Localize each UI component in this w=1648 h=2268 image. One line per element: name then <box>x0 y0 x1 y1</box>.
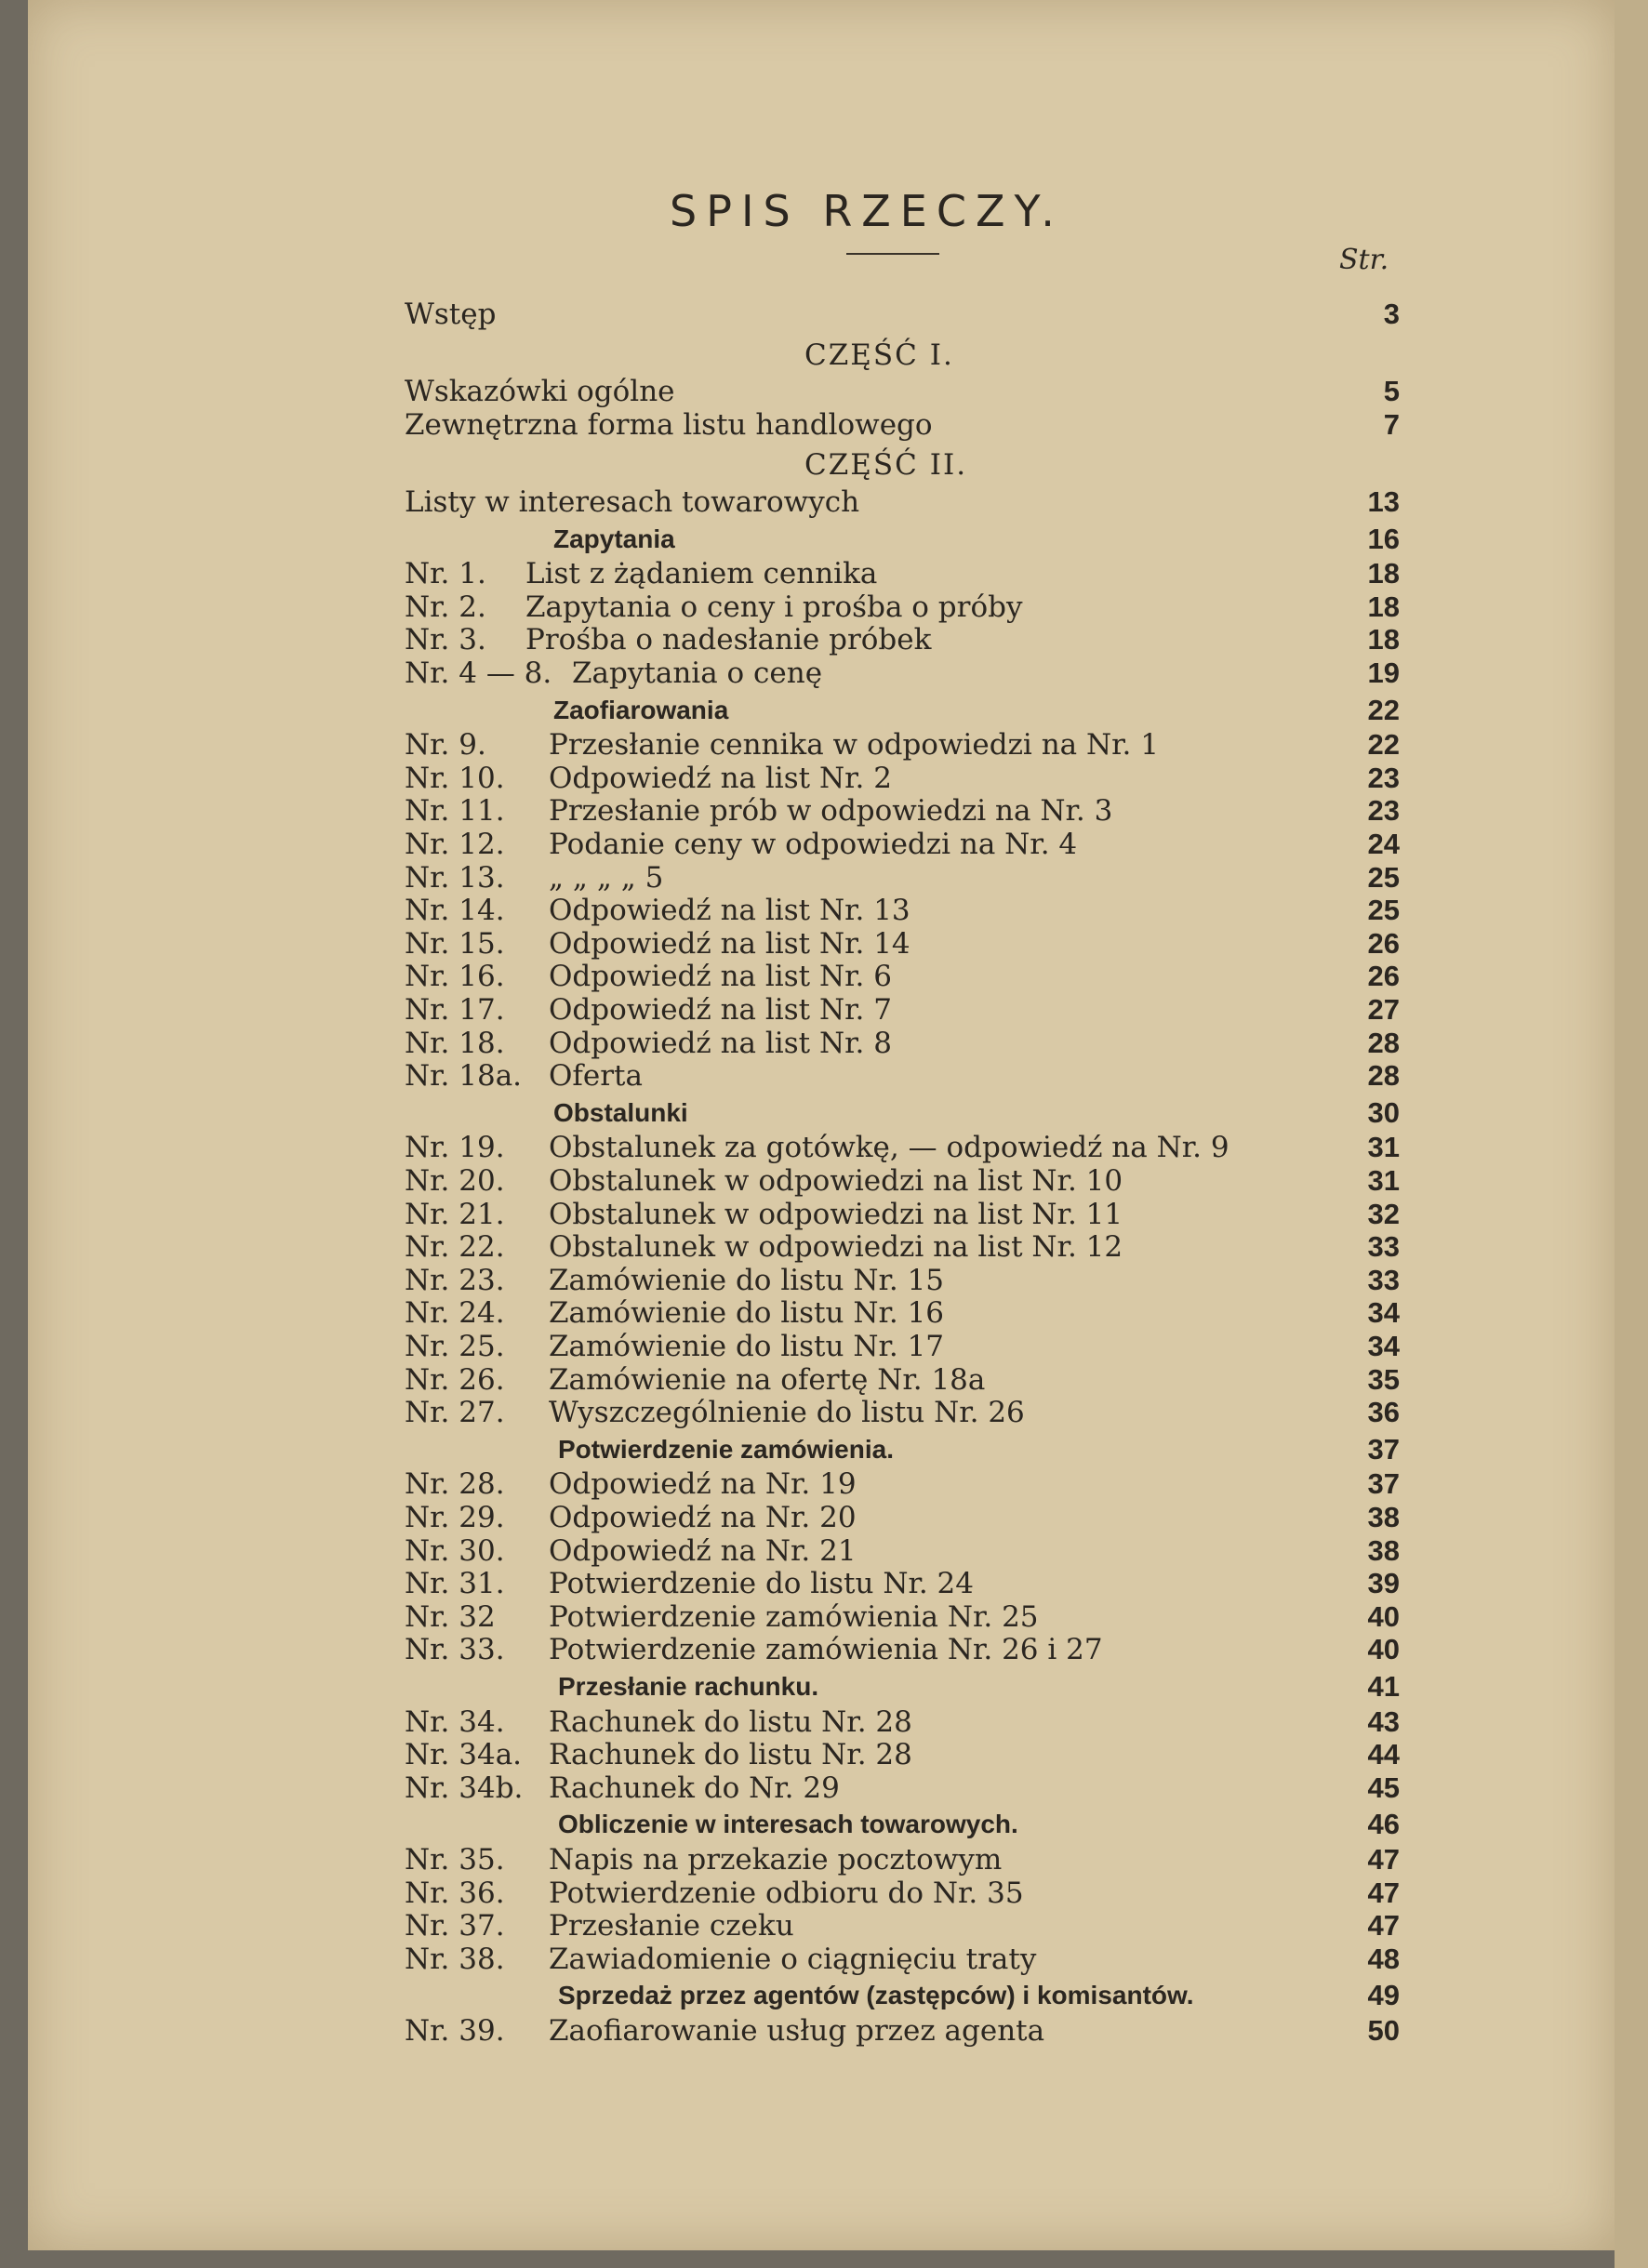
toc-row <box>405 1705 1400 1739</box>
entry-page: 28 <box>1367 1026 1400 1059</box>
toc-row <box>405 1771 1400 1805</box>
section-title: Przesłanie rachunku. <box>558 1672 819 1701</box>
entry-page: 33 <box>1367 1230 1400 1264</box>
section-heading <box>405 694 1400 727</box>
entry-title: Odpowiedź na Nr. 19 <box>549 1467 857 1502</box>
entry-number: Nr. 4 — 8. <box>405 657 552 690</box>
entry-number: Nr. 11. <box>405 794 505 829</box>
entry-number: Nr. 1. <box>405 557 486 591</box>
entry-title: Obstalunek w odpowiedzi na list Nr. 12 <box>549 1230 1123 1265</box>
entry-number: Nr. 32 <box>405 1599 496 1634</box>
entry-number: Nr. 16. <box>405 960 505 994</box>
entry-title: Odpowiedź na Nr. 20 <box>549 1501 857 1534</box>
entry-page: 44 <box>1367 1738 1400 1771</box>
entry-page: 7 <box>1383 407 1400 441</box>
toc-row <box>405 1467 1400 1501</box>
entry-page: 19 <box>1367 657 1400 689</box>
toc-row <box>405 1330 1400 1363</box>
section-title: Obstalunki <box>553 1097 688 1127</box>
entry-page: 38 <box>1367 1501 1400 1533</box>
entry-title: Obstalunek w odpowiedzi na list Nr. 11 <box>549 1197 1123 1231</box>
toc-row <box>405 298 1400 331</box>
section-title: Obliczenie w interesach towarowych. <box>558 1810 1018 1839</box>
entry-title: Potwierdzenie odbioru do Nr. 35 <box>549 1876 1024 1910</box>
entry-title: Potwierdzenie zamówienia Nr. 26 i 27 <box>549 1633 1103 1667</box>
entry-title: „ „ „ „ 5 <box>549 860 664 895</box>
entry-title: Rachunek do listu Nr. 28 <box>549 1704 912 1739</box>
entry-title: Wskazówki ogólne <box>405 375 675 409</box>
entry-page: 28 <box>1367 1059 1400 1093</box>
part-heading: CZĘŚĆ I. <box>804 338 954 372</box>
entry-page: 36 <box>1367 1396 1400 1429</box>
section-heading <box>405 1433 1400 1466</box>
entry-number: Nr. 13. <box>405 860 505 895</box>
entry-title: Odpowiedź na Nr. 21 <box>549 1533 857 1568</box>
section-page: 46 <box>1367 1808 1400 1841</box>
entry-title: Napis na przekazie pocztowym <box>549 1843 1003 1877</box>
section-page: 16 <box>1367 522 1400 555</box>
entry-page: 48 <box>1367 1942 1400 1975</box>
toc-row <box>405 1027 1400 1060</box>
entry-number: Nr. 10. <box>405 761 505 795</box>
section-heading <box>405 1096 1400 1130</box>
entry-page: 3 <box>1383 298 1400 330</box>
entry-number: Nr. 12. <box>405 828 505 861</box>
entry-number: Nr. 18. <box>405 1026 505 1060</box>
entry-title: Odpowiedź na list Nr. 6 <box>549 960 892 994</box>
toc-row <box>405 894 1400 927</box>
toc-row <box>405 993 1400 1027</box>
entry-number: Nr. 31. <box>405 1567 505 1601</box>
entry-page: 26 <box>1367 926 1400 960</box>
entry-title: Obstalunek za gotówkę, — odpowiedź na Nr. 9 <box>549 1131 1229 1165</box>
part-heading: CZĘŚĆ II. <box>804 448 968 483</box>
entry-number: Nr. 34. <box>405 1704 505 1739</box>
entry-number: Nr. 38. <box>405 1942 505 1976</box>
page-column-label: Str. <box>1339 244 1389 276</box>
entry-page: 25 <box>1367 860 1400 894</box>
entry-number: Nr. 3. <box>405 623 486 657</box>
entry-page: 32 <box>1367 1197 1400 1230</box>
section-heading <box>405 1670 1400 1704</box>
toc-row <box>405 1567 1400 1600</box>
entry-title: Przesłanie prób w odpowiedzi na Nr. 3 <box>549 794 1113 829</box>
toc-row <box>405 1633 1400 1666</box>
entry-title: Potwierdzenie do listu Nr. 24 <box>549 1567 975 1601</box>
toc-row <box>405 1600 1400 1634</box>
section-page: 41 <box>1367 1670 1400 1703</box>
entry-page: 22 <box>1367 728 1400 762</box>
toc-row <box>405 1059 1400 1093</box>
page-title: SPIS RZECZY. <box>670 186 1064 236</box>
section-page: 37 <box>1367 1432 1400 1466</box>
entry-page: 18 <box>1367 623 1400 657</box>
toc-row <box>405 657 1400 690</box>
entry-title: Rachunek do listu Nr. 28 <box>549 1738 912 1772</box>
toc-row <box>405 1363 1400 1397</box>
entry-page: 13 <box>1367 485 1400 518</box>
section-heading <box>405 523 1400 556</box>
toc-row <box>405 623 1400 657</box>
section-heading <box>405 1808 1400 1841</box>
entry-number: Nr. 36. <box>405 1876 505 1910</box>
entry-page: 25 <box>1367 894 1400 927</box>
entry-title: Zapytania o ceny i prośba o próby <box>525 590 1023 624</box>
entry-number: Nr. 33. <box>405 1633 505 1667</box>
toc-row <box>405 1164 1400 1198</box>
toc-row <box>405 1264 1400 1297</box>
entry-page: 18 <box>1367 590 1400 623</box>
entry-number: Nr. 37. <box>405 1909 505 1943</box>
entry-title: Listy w interesach towarowych <box>405 485 860 519</box>
toc-row <box>405 1843 1400 1877</box>
entry-title: Odpowiedź na list Nr. 13 <box>549 894 910 928</box>
entry-page: 18 <box>1367 557 1400 590</box>
entry-number: Nr. 29. <box>405 1501 505 1534</box>
entry-title: Odpowiedź na list Nr. 2 <box>549 761 892 795</box>
entry-page: 35 <box>1367 1362 1400 1396</box>
toc-row <box>405 960 1400 993</box>
toc-row <box>405 1909 1400 1943</box>
entry-title: Przesłanie cennika w odpowiedzi na Nr. 1 <box>549 728 1159 763</box>
entry-title: Zamówienie do listu Nr. 17 <box>549 1330 945 1363</box>
entry-title: Rachunek do Nr. 29 <box>549 1771 840 1805</box>
entry-page: 43 <box>1367 1704 1400 1738</box>
toc-row <box>405 828 1400 861</box>
entry-page: 24 <box>1367 828 1400 860</box>
entry-title: Odpowiedź na list Nr. 8 <box>549 1026 892 1060</box>
entry-page: 34 <box>1367 1330 1400 1362</box>
section-page: 30 <box>1367 1095 1400 1129</box>
entry-title: Przesłanie czeku <box>549 1909 794 1943</box>
toc-row <box>405 408 1400 442</box>
entry-page: 34 <box>1367 1296 1400 1330</box>
entry-number: Nr. 15. <box>405 926 505 961</box>
entry-title: Podanie ceny w odpowiedzi na Nr. 4 <box>549 828 1078 861</box>
toc-row <box>405 1230 1400 1264</box>
entry-number: Nr. 28. <box>405 1467 505 1502</box>
entry-number: Nr. 27. <box>405 1396 505 1430</box>
entry-title: Obstalunek w odpowiedzi na list Nr. 10 <box>549 1164 1123 1198</box>
entry-number: Nr. 35. <box>405 1843 505 1877</box>
entry-number: Nr. 34a. <box>405 1738 523 1772</box>
entry-number: Nr. 21. <box>405 1197 505 1231</box>
toc-row <box>405 375 1400 408</box>
entry-number: Nr. 34b. <box>405 1771 524 1805</box>
toc-row <box>405 485 1400 519</box>
toc-row <box>405 861 1400 895</box>
entry-page: 37 <box>1367 1467 1400 1501</box>
section-title: Potwierdzenie zamówienia. <box>558 1434 894 1464</box>
entry-page: 27 <box>1367 993 1400 1026</box>
entry-title: Zapytania o cenę <box>572 657 823 690</box>
toc-row <box>405 794 1400 828</box>
book-page <box>28 0 1615 2250</box>
entry-number: Nr. 17. <box>405 993 505 1027</box>
entry-title: Wyszczególnienie do listu Nr. 26 <box>549 1396 1025 1430</box>
toc-row <box>405 1396 1400 1429</box>
entry-page: 5 <box>1383 375 1400 408</box>
entry-number: Nr. 30. <box>405 1533 505 1568</box>
entry-page: 23 <box>1367 794 1400 828</box>
section-title: Zapytania <box>553 524 675 553</box>
toc-row <box>405 1877 1400 1910</box>
entry-title: Wstęp <box>405 298 497 331</box>
entry-number: Nr. 26. <box>405 1362 505 1397</box>
toc-row <box>405 927 1400 961</box>
entry-page: 45 <box>1367 1771 1400 1804</box>
entry-number: Nr. 9. <box>405 728 486 763</box>
section-page: 49 <box>1367 1979 1400 2012</box>
entry-number: Nr. 24. <box>405 1296 505 1331</box>
entry-title: Zamówienie na ofertę Nr. 18a <box>549 1362 986 1397</box>
entry-title: Odpowiedź na list Nr. 7 <box>549 993 892 1027</box>
entry-page: 38 <box>1367 1533 1400 1567</box>
entry-page: 39 <box>1367 1567 1400 1600</box>
toc-row <box>405 762 1400 795</box>
section-title: Sprzedaż przez agentów (zastępców) i komisantów. <box>558 1981 1194 2010</box>
entry-number: Nr. 18a. <box>405 1059 523 1094</box>
table-of-contents <box>28 0 1615 2250</box>
section-title: Zaofiarowania <box>553 695 729 724</box>
entry-page: 47 <box>1367 1909 1400 1943</box>
entry-page: 40 <box>1367 1633 1400 1666</box>
entry-number: Nr. 22. <box>405 1230 505 1265</box>
entry-title: Zewnętrzna forma listu handlowego <box>405 407 933 442</box>
entry-page: 40 <box>1367 1599 1400 1633</box>
toc-row <box>405 557 1400 590</box>
toc-row <box>405 1296 1400 1330</box>
toc-row <box>405 1198 1400 1231</box>
entry-page: 23 <box>1367 761 1400 794</box>
entry-title: Zamówienie do listu Nr. 15 <box>549 1263 945 1297</box>
entry-page: 26 <box>1367 960 1400 993</box>
entry-title: Potwierdzenie zamówienia Nr. 25 <box>549 1599 1039 1634</box>
entry-number: Nr. 39. <box>405 2014 505 2048</box>
section-heading <box>405 1979 1400 2012</box>
page-edge <box>1615 0 1648 2268</box>
toc-row <box>405 1943 1400 1976</box>
entry-page: 47 <box>1367 1843 1400 1876</box>
entry-title: Prośba o nadesłanie próbek <box>525 623 932 657</box>
entry-number: Nr. 2. <box>405 590 486 624</box>
entry-page: 33 <box>1367 1263 1400 1296</box>
entry-title: Oferta <box>549 1059 643 1094</box>
entry-number: Nr. 20. <box>405 1164 505 1198</box>
entry-number: Nr. 14. <box>405 894 505 928</box>
entry-title: Zamówienie do listu Nr. 16 <box>549 1296 945 1331</box>
toc-row <box>405 590 1400 624</box>
entry-page: 31 <box>1367 1164 1400 1197</box>
entry-page: 31 <box>1367 1131 1400 1164</box>
entry-title: Zaofiarowanie usług przez agenta <box>549 2014 1045 2048</box>
toc-row <box>405 2014 1400 2048</box>
entry-title: Odpowiedź na list Nr. 14 <box>549 926 910 961</box>
entry-number: Nr. 19. <box>405 1131 505 1165</box>
toc-row <box>405 1534 1400 1568</box>
section-page: 22 <box>1367 693 1400 726</box>
toc-row <box>405 728 1400 762</box>
toc-row <box>405 1738 1400 1771</box>
toc-row <box>405 1131 1400 1164</box>
entry-title: Zawiadomienie o ciągnięciu traty <box>549 1942 1037 1976</box>
entry-page: 47 <box>1367 1876 1400 1909</box>
toc-row <box>405 1501 1400 1534</box>
entry-number: Nr. 23. <box>405 1263 505 1297</box>
entry-page: 50 <box>1367 2014 1400 2047</box>
entry-title: List z żądaniem cennika <box>525 557 878 591</box>
entry-number: Nr. 25. <box>405 1330 505 1363</box>
